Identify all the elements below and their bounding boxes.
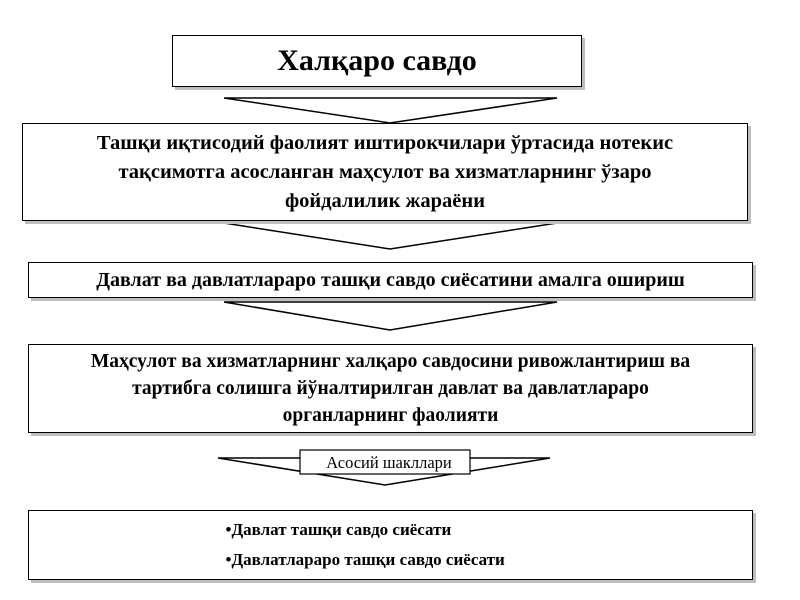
activity-box	[28, 344, 753, 433]
activity-line-1: Маҳсулот ва хизматларнинг халқаро савдосини ривожлантириш ва	[90, 351, 691, 372]
form-item-2-text: Давлатлараро ташқи савдо сиёсати	[231, 549, 505, 569]
definition-line-2: тақсимотга асосланган маҳсулот ва хизматларнинг ўзаро	[118, 160, 652, 183]
definition-line-1: Ташқи иқтисодий фаолият иштирокчилари ўртасида нотекис	[96, 131, 674, 154]
policy-text: Давлат ва давлатлараро ташқи савдо сиёсатини амалга ошириш	[96, 268, 685, 291]
arrow-2	[224, 223, 557, 249]
policy-box	[28, 262, 753, 298]
form-item-1	[226, 520, 556, 540]
activity-text	[91, 348, 690, 429]
activity-line-3: органларнинг фаолияти	[282, 405, 499, 426]
bullet: •	[225, 549, 232, 569]
arrow-3	[224, 302, 557, 330]
activity-line-2: тартибга солишга йўналтирилган давлат ва давлатлараро	[132, 378, 649, 399]
forms-box	[28, 510, 753, 580]
title-box	[172, 35, 582, 87]
form-item-2	[226, 550, 556, 570]
definition-line-3: фойдалилик жараёни	[284, 189, 486, 212]
bullet: •	[225, 520, 232, 540]
definition-text	[97, 129, 673, 216]
definition-box	[22, 123, 748, 221]
page-title: Халқаро савдо	[277, 44, 477, 77]
form-item-1-text: Давлат ташқи савдо сиёсати	[231, 520, 452, 540]
arrow-label: Асосий шакллари	[326, 453, 452, 472]
arrow-1	[224, 98, 557, 123]
